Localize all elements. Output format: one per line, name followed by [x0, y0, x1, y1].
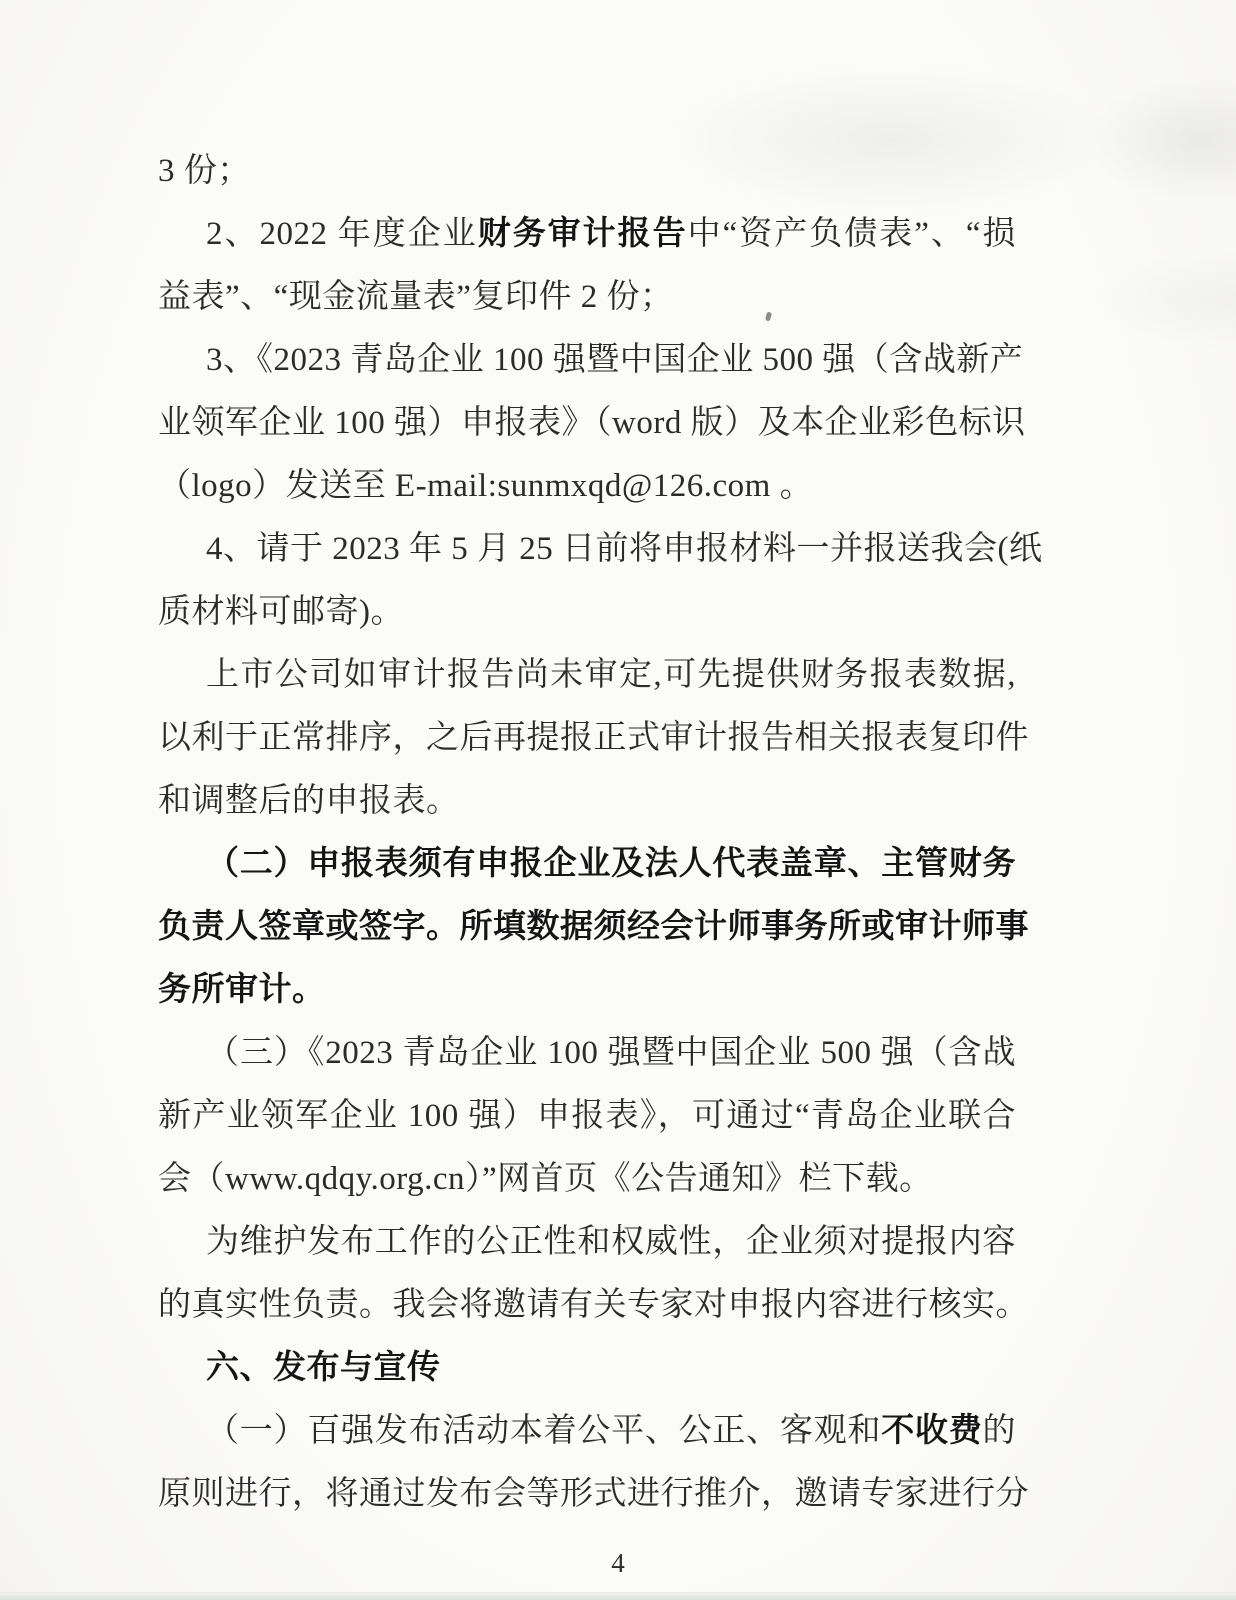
text-run: 2、2022 年度企业	[206, 216, 478, 252]
text-run-bold: 六、发布与宣传	[206, 1350, 441, 1386]
document-text-block	[158, 140, 1043, 1526]
text-run: 原则进行，将通过发布会等形式进行推介，邀请专家进行分	[158, 1476, 1029, 1512]
text-run: 上市公司如审计报告尚未审定,可先提供财务报表数据,	[206, 657, 1016, 693]
doc-line	[158, 1274, 1029, 1337]
doc-line	[158, 1211, 1016, 1274]
text-run-bold: （二）申报表须有申报企业及法人代表盖章、主管财务	[206, 846, 1016, 882]
text-run: 会（www.qdqy.org.cn）”网首页《公告通知》栏下载。	[158, 1161, 933, 1197]
text-run: 新产业领军企业 100 强）申报表》，可通过“青岛企业联合	[158, 1098, 1016, 1134]
doc-line	[158, 1400, 1016, 1463]
text-run: 业领军企业 100 强）申报表》（word 版）及本企业彩色标识	[158, 405, 1026, 441]
text-run: 为维护发布工作的公正性和权威性，企业须对提报内容	[206, 1224, 1016, 1260]
doc-line	[158, 392, 1026, 455]
doc-line	[158, 959, 1016, 1022]
text-run: 的	[982, 1413, 1017, 1449]
doc-line	[158, 833, 1016, 896]
text-run: 3 份；	[158, 153, 251, 189]
text-run: 中“资产负债表”、“损	[687, 216, 1017, 252]
doc-line	[158, 581, 1016, 644]
doc-line	[158, 1463, 1029, 1526]
doc-line	[158, 203, 1016, 266]
text-run: （三）《2023 青岛企业 100 强暨中国企业 500 强（含战	[206, 1035, 1016, 1071]
text-run: 以利于正常排序，之后再提报正式审计报告相关报表复印件	[158, 720, 1029, 756]
text-run: 的真实性负责。我会将邀请有关专家对申报内容进行核实。	[158, 1287, 1029, 1323]
doc-line	[158, 770, 1016, 833]
doc-line section-heading	[158, 1337, 1016, 1400]
text-run: 益表”、“现金流量表”复印件 2 份；	[158, 279, 674, 315]
doc-line	[158, 329, 1024, 392]
text-run-bold: 负责人签章或签字。所填数据须经会计师事务所或审计师事	[158, 909, 1029, 945]
text-run: （一）百强发布活动本着公平、公正、客观和	[206, 1413, 882, 1449]
doc-line	[158, 140, 1016, 203]
doc-line	[158, 1085, 1016, 1148]
doc-line	[158, 518, 1043, 581]
page-number: 4	[611, 1548, 625, 1578]
text-run: 3、《2023 青岛企业 100 强暨中国企业 500 强（含战新产	[206, 342, 1024, 378]
doc-line	[158, 1148, 1016, 1211]
scan-edge	[0, 1592, 1236, 1600]
text-run: 4、请于 2023 年 5 月 25 日前将申报材料一并报送我会(纸	[206, 531, 1043, 567]
doc-line	[158, 1022, 1016, 1085]
text-run: 质材料可邮寄)。	[158, 594, 404, 630]
text-run-bold: 不收费	[881, 1413, 983, 1449]
doc-line	[158, 644, 1016, 707]
text-run: 和调整后的申报表。	[158, 783, 460, 819]
text-run-bold: 财务审计报告	[477, 216, 688, 252]
doc-line	[158, 455, 1016, 518]
doc-line	[158, 896, 1029, 959]
doc-line	[158, 266, 1016, 329]
text-run-bold: 务所审计。	[158, 972, 326, 1008]
text-run: （logo）发送至 E-mail:sunmxqd@126.com 。	[158, 468, 814, 504]
doc-line	[158, 707, 1029, 770]
